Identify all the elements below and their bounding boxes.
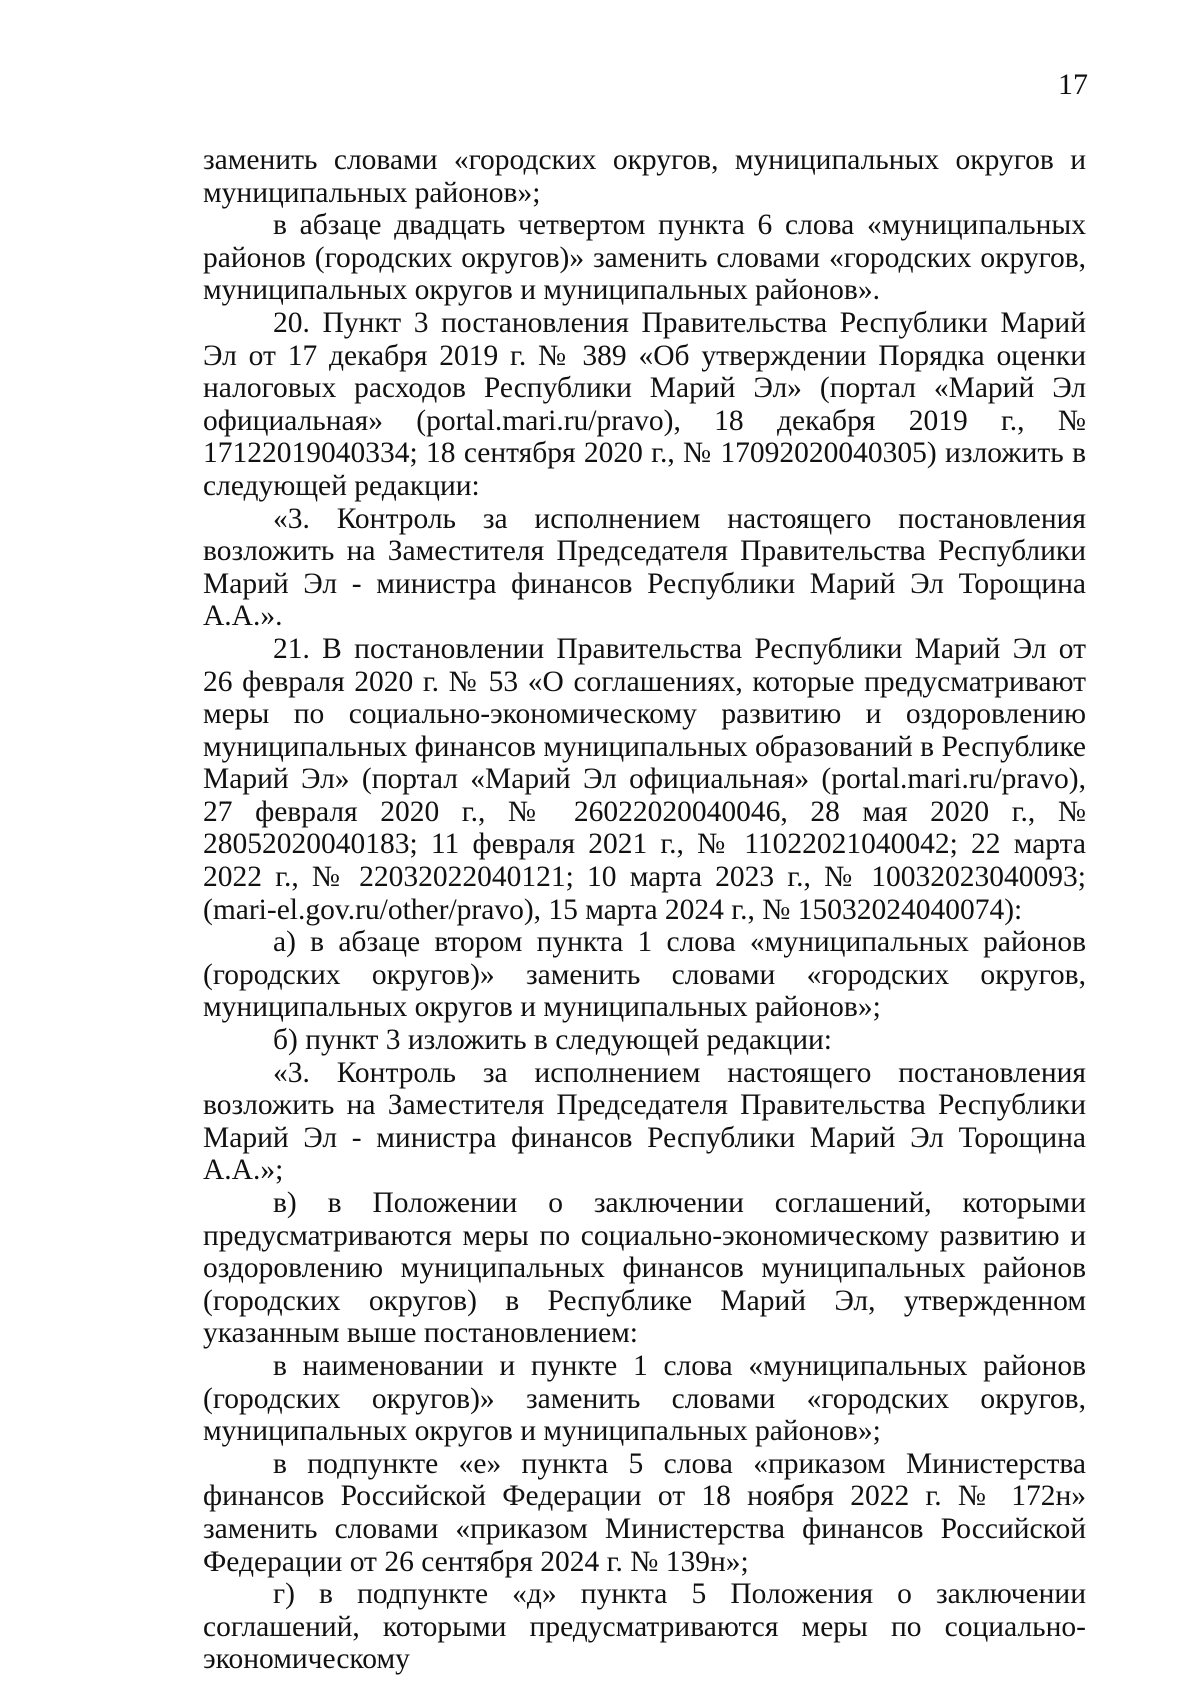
paragraph: а) в абзаце втором пункта 1 слова «муниципальных районов (городских округов)» заменить словами «городских округов, муниципальных округов и муниципальных районов»; xyxy=(203,926,1086,1024)
paragraph: б) пункт 3 изложить в следующей редакции: xyxy=(273,1024,832,1057)
paragraph: «3. Контроль за исполнением настоящего постановления возложить на Заместителя Председателя Правительства Республики Марий Эл - министра финансов Республики Марий Эл Торощина А.А.». xyxy=(203,502,1086,633)
paragraph: в) в Положении о заключении соглашений, которыми предусматриваются меры по социально-экономическому развитию и оздоровлению муниципальных финансов муниципальных районов (городских округов) в Республике Марий Эл, утвержденном указанным выше постановлением: xyxy=(203,1187,1086,1350)
page-number: 17 xyxy=(1058,68,1088,101)
paragraph: в абзаце двадцать четвертом пункта 6 слова «муниципальных районов (городских округов)» заменить словами «городских округов, муниципальных округов и муниципальных районов». xyxy=(203,209,1086,307)
paragraph: в наименовании и пункте 1 слова «муниципальных районов (городских округов)» заменить словами «городских округов, муниципальных округов и муниципальных районов»; xyxy=(203,1349,1086,1448)
paragraph: в подпункте «е» пункта 5 слова «приказом Министерства финансов Российской Федерации от 18 ноября 2022 г. № 172н» заменить словами «приказом Министерства финансов Российской Федерации от 26 сентября 2024 г. № 139н»; xyxy=(203,1447,1086,1578)
paragraph: заменить словами «городских округов, муниципальных округов и муниципальных районов»; xyxy=(203,144,1086,209)
document-body xyxy=(203,144,1086,1676)
paragraph: г) в подпункте «д» пункта 5 Положения о заключении соглашений, которыми предусматриваются меры по социально-экономическому xyxy=(203,1578,1086,1676)
paragraph: «3. Контроль за исполнением настоящего постановления возложить на Заместителя Председателя Правительства Республики Марий Эл - министра финансов Республики Марий Эл Торощина А.А.»; xyxy=(203,1056,1086,1187)
paragraph: 20. Пункт 3 постановления Правительства Республики Марий Эл от 17 декабря 2019 г. № 389 «Об утверждении Порядка оценки налоговых расходов Республики Марий Эл» (портал «Марий Эл официальная» (portal.mari.ru/pravo), 18 декабря 2019 г., № 17122019040334; 18 сентября 2020 г., № 17092020040305) изложить в следующей редакции: xyxy=(203,306,1086,502)
paragraph: 21. В постановлении Правительства Республики Марий Эл от 26 февраля 2020 г. № 53 «О соглашениях, которые предусматривают меры по социально-экономическому развитию и оздоровлению муниципальных финансов муниципальных образований в Республике Марий Эл» (портал «Марий Эл официальная» (portal.mari.ru/pravo), 27 февраля 2020 г., № 26022020040046, 28 мая 2020 г., № 28052020040183; 11 февраля 2021 г., № 11022021040042; 22 марта 2022 г., № 22032022040121; 10 марта 2023 г., № 10032023040093; (mari-el.gov.ru/other/pravo), 15 марта 2024 г., № 15032024040074): xyxy=(203,632,1087,926)
